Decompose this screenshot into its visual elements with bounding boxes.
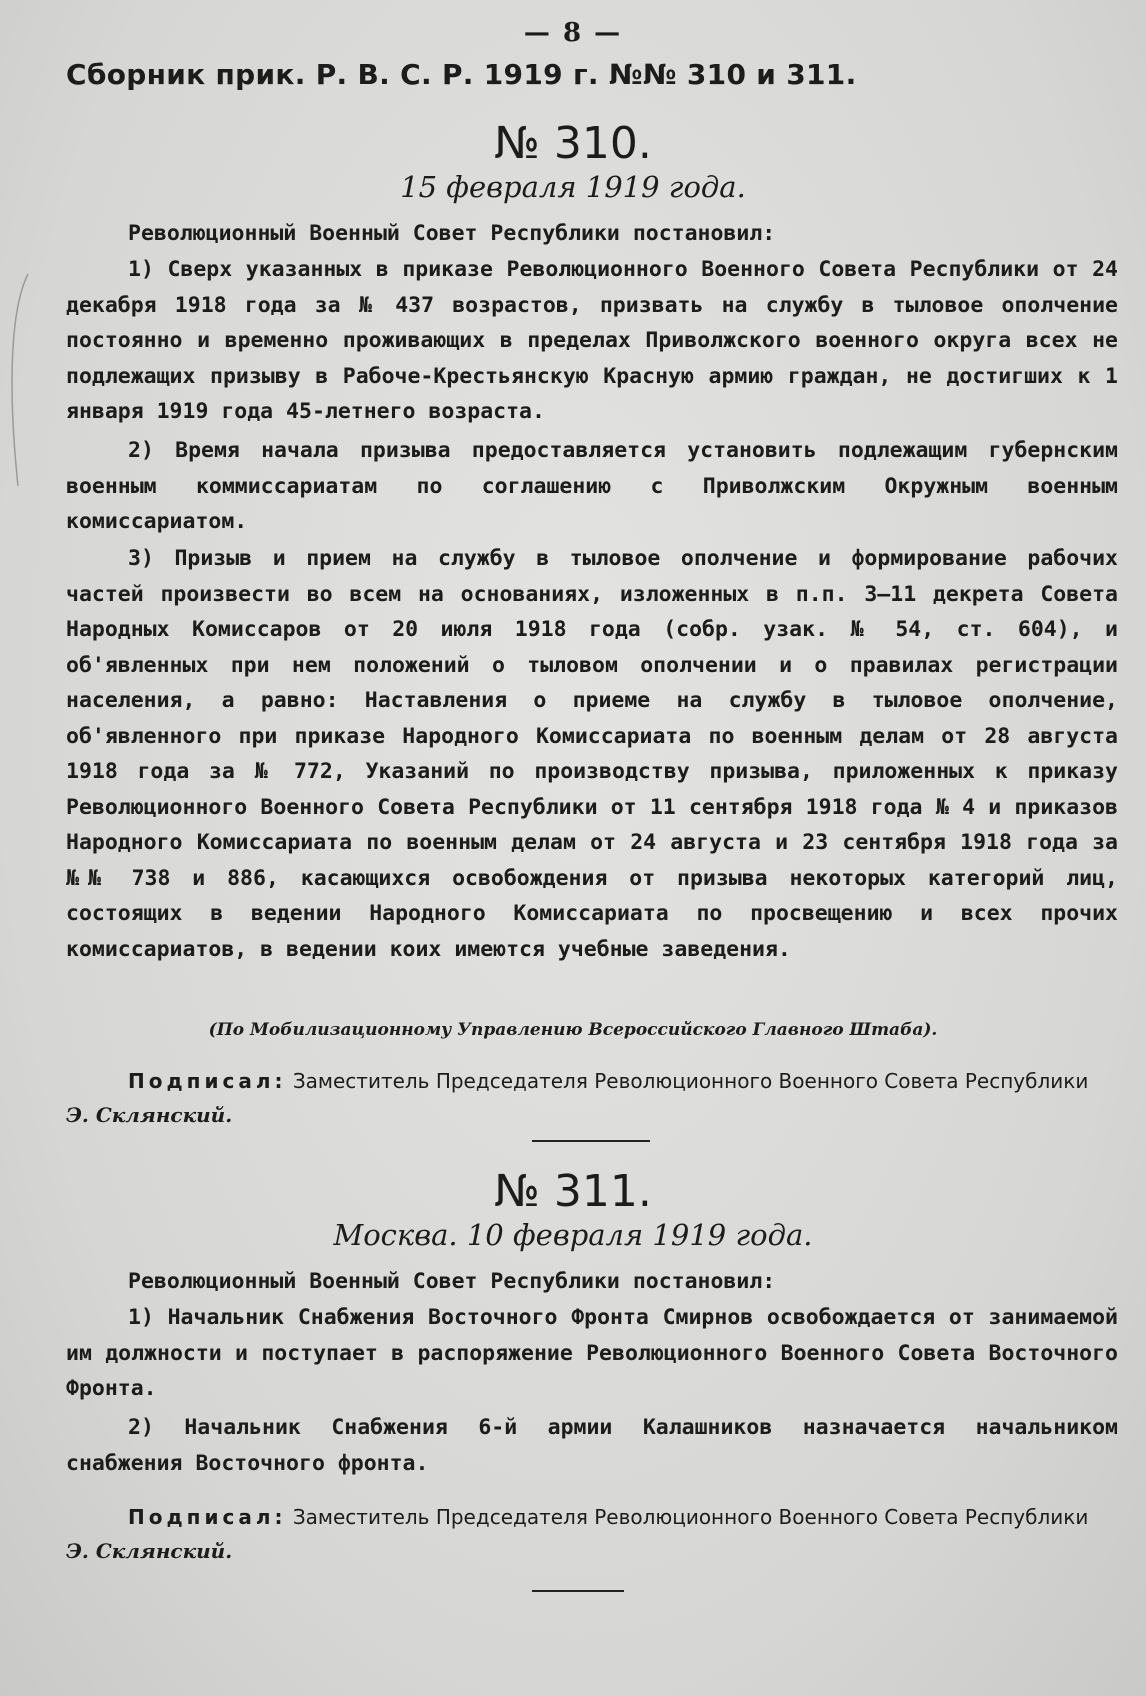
order-311-paragraph-1: 1) Начальник Снабжения Восточного Фронта Смирнов освобождается от занимаемой им должности и поступает в распоряжение Революционного Военного Совета Восточного Фронта. xyxy=(66,1305,1118,1401)
section-divider xyxy=(532,1140,650,1142)
order-310-intro: Революционный Военный Совет Республики постановил: xyxy=(128,221,776,246)
order-310-paragraph-2: 2) Время начала призыва предоставляется установить подлежащим губернским военным коммиссариатам по соглашению с Приволжским Окружным военным комиссариатом. xyxy=(66,438,1118,534)
order-310-paragraph-3: 3) Призыв и прием на службу в тыловое ополчение и формирование рабочих частей произвести во всем на основаниях, изложенных в п.п. 3—11 декрета Совета Народных Комиссаров от 20 июля 1918 года (собр. узак. № 54, ст. 604), и об'явленных при нем положений о тыловом ополчении и о правилах регистрации населения, а равно: Наставления о приеме на службу в тыловое ополчение, об'явленного при приказе Народного Комиссариата по военным делам от 28 августа 1918 года за № 772, Указаний по производству призыва, приложенных к приказу Революционного Военного Совета Республики от 11 сентября 1918 года № 4 и приказов Народного Комиссариата по военным делам от 24 августа и 23 сентября 1918 года за №№ 738 и 886, касающихся освобождения от призыва некоторых категорий лиц, состоящих в ведении Народного Комиссариата по просвещению и всех прочих комиссариатов, в ведении коих имеются учебные заведения. xyxy=(66,546,1118,962)
order-311-paragraph-2: 2) Начальник Снабжения 6-й армии Калашников назначается начальником снабжения Восточного фронта. xyxy=(66,1415,1118,1476)
order-311-signed-label: Подписал: xyxy=(128,1505,287,1529)
order-310-signed-label: Подписал: xyxy=(128,1069,287,1093)
order-310-paragraph-1: 1) Сверх указанных в приказе Революционного Военного Совета Республики от 24 декабря 1918 года за № 437 возрастов, призвать на службу в тыловое ополчение постоянно и временно проживающих в пределах Приволжского военного округа всех не подлежащих призыву в Рабоче-Крестьянскую Красную армию граждан, не достигших к 1 января 1919 года 45-летнего возраста. xyxy=(66,257,1118,424)
order-311-signature xyxy=(66,1500,1118,1534)
order-310-signer-line xyxy=(66,1098,1118,1132)
running-head: Сборник прик. Р. В. С. Р. 1919 г. №№ 310 и 311. xyxy=(66,58,857,91)
page-number: — 8 — xyxy=(523,18,623,48)
order-310-source: (По Мобилизационному Управлению Всероссийского Главного Штаба). xyxy=(208,1020,938,1040)
order-311-signer-line xyxy=(66,1534,1118,1568)
order-310-signer-name: Э. Склянский. xyxy=(66,1103,233,1127)
order-311-number: № 311. xyxy=(494,1166,652,1217)
order-310-signature xyxy=(66,1064,1118,1098)
order-310-signer-title: Заместитель Председателя Революционного Военного Совета Республики xyxy=(292,1069,1089,1093)
end-divider xyxy=(532,1590,624,1592)
order-311-signer-title: Заместитель Председателя Революционного Военного Совета Республики xyxy=(292,1505,1089,1529)
order-310-number: № 310. xyxy=(494,118,652,169)
order-311-date: Москва. 10 февраля 1919 года. xyxy=(333,1218,813,1252)
order-311-signer-name: Э. Склянский. xyxy=(66,1539,233,1563)
order-310-date: 15 февраля 1919 года. xyxy=(400,170,746,204)
pencil-margin-mark-icon xyxy=(6,270,36,490)
order-311-intro: Революционный Военный Совет Республики постановил: xyxy=(128,1269,776,1294)
